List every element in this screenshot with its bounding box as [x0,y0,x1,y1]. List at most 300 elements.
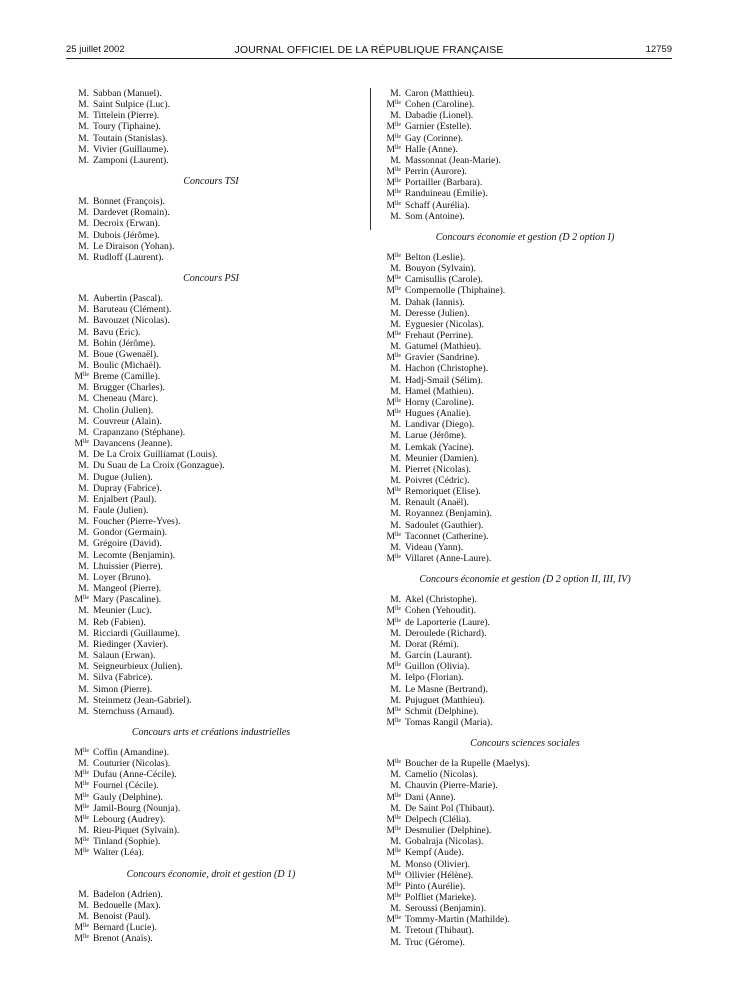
civility: $M^{lle}$ [74,922,89,933]
person-name: Polfliet (Marieke). [405,892,477,903]
list-item [66,472,356,483]
list-item [66,933,356,944]
list-item [378,211,672,222]
civility: M. [78,196,89,208]
list-item [66,803,356,814]
list-item [378,814,672,825]
list-item [378,319,672,330]
civility: M. [390,110,401,122]
civility: M. [78,899,89,911]
list-item [66,338,356,349]
person-name: Decroix (Erwan). [93,218,161,230]
person-name: Dupray (Fabrice). [93,482,162,494]
civility: M. [78,627,89,639]
list-item [66,550,356,561]
civility: $M^{lle}$ [386,486,401,498]
list-item [378,263,672,274]
list-item [378,99,672,110]
person-name: Lemkak (Yacine). [405,441,474,453]
list-item [378,88,672,99]
right-column [378,88,672,948]
person-name: Mangeol (Pierre). [93,583,162,595]
person-name: Couvreur (Alain). [93,415,162,427]
civility: M. [78,326,89,338]
civility: M. [390,694,401,706]
person-name: Belton (Leslie). [405,251,466,263]
civility: M. [390,419,401,431]
person-name: Hamel (Mathieu). [405,385,474,397]
list-item [66,583,356,594]
list-item [378,847,672,858]
list-item [66,196,356,207]
person-name: Toury (Tiphaine). [93,121,161,133]
list-item [66,144,356,155]
person-name: Riedinger (Xavier). [93,638,169,650]
civility: M. [78,460,89,472]
civility: M. [78,571,89,583]
person-name: Faule (Julien). [93,505,149,516]
civility: $M^{lle}$ [386,716,401,728]
civility: $M^{lle}$ [386,758,401,770]
person-name: Larue (Jérôme). [405,430,467,442]
list-item [378,297,672,308]
civility: M. [78,304,89,316]
civility: M. [78,605,89,617]
person-name: Mary (Pascaline). [93,594,162,606]
list-item [66,684,356,695]
person-name: Horny (Caroline). [405,396,474,408]
list-item [66,155,356,166]
civility: M. [390,638,401,650]
person-name: Lecomte (Benjamin). [93,549,176,561]
person-name: Sternchuss (Arnaud). [93,705,175,717]
person-name: Poivret (Cédric). [405,475,470,486]
person-name: Tinland (Sophie). [93,836,161,848]
list-item [378,780,672,791]
person-name: Massonnat (Jean-Marie). [405,154,501,166]
civility: M. [78,154,89,166]
list-item [378,177,672,188]
civility: $M^{lle}$ [386,616,401,628]
civility: M. [390,497,401,509]
person-name: Bedouelle (Max). [93,899,161,911]
person-name: Kempf (Aude). [405,847,464,859]
civility: M. [78,88,89,99]
person-name: Saint Sulpice (Luc). [93,99,170,111]
civility: M. [78,110,89,122]
list-item [66,315,356,326]
list-item [66,758,356,769]
list-item [378,803,672,814]
civility: M. [78,910,89,922]
person-name: Vivier (Guillaume). [93,143,169,155]
page-number: 12759 [645,44,672,55]
person-name: Garcin (Laurant). [405,650,473,662]
civility: $M^{lle}$ [386,408,401,420]
civility: $M^{lle}$ [386,329,401,341]
civility: M. [390,672,401,684]
section-title: Concours arts et créations industrielles [131,726,291,738]
list-item [66,672,356,683]
list-item [378,464,672,475]
list-item [378,419,672,430]
list-item [66,572,356,583]
civility: M. [390,296,401,308]
civility: M. [78,393,89,405]
civility: M. [78,348,89,360]
civility: M. [390,363,401,375]
person-name: Halle (Anne). [405,143,458,155]
person-name: Salaun (Erwan). [93,650,156,662]
person-name: Taconnet (Catherine). [405,530,489,542]
civility: $M^{lle}$ [386,166,401,178]
list-item [66,695,356,706]
person-name: Dani (Anne). [405,791,456,803]
list-item [66,780,356,791]
person-name: Bernard (Lucie). [93,922,157,933]
list-item [66,438,356,449]
list-item [66,594,356,605]
civility: M. [78,516,89,528]
list-item [378,330,672,341]
person-name: Reb (Fabien). [93,616,146,628]
person-name: Pujuguet (Matthieu). [405,694,485,706]
person-name: Schaff (Aurélia). [405,199,470,211]
civility: M. [390,210,401,222]
list-item [378,308,672,319]
person-name: Gatumel (Mathieu). [405,341,482,353]
list-item [378,520,672,531]
person-name: Deroulede (Richard). [405,627,487,639]
list-item [378,553,672,564]
person-name: Hachon (Christophe). [405,363,489,375]
list-item [66,747,356,758]
section-title: Concours PSI [183,273,239,285]
civility: M. [78,527,89,539]
civility: $M^{lle}$ [386,132,401,144]
civility: $M^{lle}$ [74,371,89,383]
list-item [66,207,356,218]
civility: $M^{lle}$ [386,705,401,717]
civility: M. [390,318,401,330]
list-item [66,218,356,229]
civility: $M^{lle}$ [386,530,401,542]
civility: $M^{lle}$ [74,594,89,606]
list-item [378,881,672,892]
civility: M. [78,661,89,673]
list-item [66,230,356,241]
civility: M. [78,683,89,695]
person-name: Enjalbert (Paul). [93,493,157,505]
person-name: Steinmetz (Jean-Gabriel). [93,694,192,706]
person-name: Gauly (Delphine). [93,791,163,803]
list-item [378,155,672,166]
person-name: Sabban (Manuel). [93,88,162,99]
person-name: Lhuissier (Pierre). [93,560,163,572]
list-item [66,241,356,252]
civility: $M^{lle}$ [386,791,401,803]
list-item [378,252,672,263]
civility: M. [390,836,401,848]
civility: M. [78,382,89,394]
list-item [66,99,356,110]
person-name: Meunier (Luc). [93,605,152,617]
person-name: Deresse (Julien). [405,307,470,319]
civility: M. [390,441,401,453]
person-name: Tomas Rangil (Maria). [405,716,493,728]
list-item [378,341,672,352]
civility: M. [78,218,89,230]
list-item [378,925,672,936]
person-name: Cheneau (Marc). [93,393,158,405]
list-item [378,386,672,397]
section [378,232,672,564]
person-name: Aubertin (Pascal). [93,293,163,305]
list-item [378,628,672,639]
list-item [378,188,672,199]
list-item [66,349,356,360]
person-name: Jamil-Bourg (Nounja). [93,802,181,814]
civility: M. [78,560,89,572]
person-name: Randuineau (Emilie). [405,188,488,200]
person-name: Bouyon (Sylvain). [405,263,476,275]
civility: M. [390,541,401,553]
civility: $M^{lle}$ [386,825,401,837]
person-name: Badelon (Adrien). [93,888,163,900]
list-item [66,460,356,471]
civility: $M^{lle}$ [386,177,401,189]
list-item [66,110,356,121]
civility: M. [390,452,401,464]
list-item [378,352,672,363]
list-item [66,639,356,650]
civility: M. [78,471,89,483]
person-name: Foucher (Pierre-Yves). [93,516,181,528]
civility: M. [78,825,89,837]
civility: M. [78,888,89,900]
person-name: Zamponi (Laurent). [93,154,169,166]
person-name: Schmit (Delphine). [405,705,479,717]
person-name: Simon (Pierre). [93,683,153,695]
civility: $M^{lle}$ [386,869,401,881]
list-item [378,870,672,881]
person-name: Rudloff (Laurent). [93,251,164,263]
civility: M. [78,449,89,461]
civility: M. [390,263,401,275]
list-item [66,650,356,661]
civility: M. [390,594,401,606]
person-name: Compernolle (Thiphaine). [405,285,506,297]
civility: M. [390,463,401,475]
civility: $M^{lle}$ [386,143,401,155]
person-name: Ollivier (Hélène). [405,869,474,881]
list-item [378,758,672,769]
person-name: Frehaut (Perrine). [405,329,474,341]
person-name: Dubois (Jérôme). [93,229,160,241]
person-name: Ielpo (Florian). [405,672,464,684]
person-name: Tittelein (Pierre). [93,110,160,122]
list-item [66,605,356,616]
person-name: Cholin (Julien). [93,404,154,416]
civility: M. [78,240,89,252]
civility: M. [78,705,89,717]
section [378,88,672,222]
section [66,88,356,166]
civility: $M^{lle}$ [386,285,401,297]
person-name: Gobalraja (Nicolas). [405,836,484,848]
list-item [66,900,356,911]
list-item [66,825,356,836]
person-name: Bavu (Eric). [93,326,141,338]
list-item [378,605,672,616]
person-name: Guillon (Olivia). [405,661,470,673]
list-item [66,516,356,527]
person-name: Toutain (Stanislas). [93,132,168,144]
list-item [66,814,356,825]
person-name: Videau (Yann). [405,541,464,553]
list-item [378,274,672,285]
civility: $M^{lle}$ [386,914,401,926]
list-item [378,363,672,374]
person-name: Grégoire (David). [93,538,162,550]
list-item [378,639,672,650]
civility: M. [78,229,89,241]
person-name: Dabadie (Lionel). [405,110,474,122]
list-item [378,453,672,464]
person-name: Davancens (Jeanne). [93,438,173,450]
civility: M. [390,88,401,99]
civility: $M^{lle}$ [74,933,89,945]
list-item [66,88,356,99]
person-name: Truc (Gérome). [405,936,465,948]
list-item [66,382,356,393]
person-name: Bavouzet (Nicolas). [93,315,170,327]
civility: M. [78,315,89,327]
civility: M. [78,337,89,349]
civility: M. [390,802,401,814]
civility: $M^{lle}$ [74,780,89,792]
civility: M. [78,694,89,706]
list-item [66,304,356,315]
section-title: Concours sciences sociales [470,738,580,750]
list-item [378,914,672,925]
person-name: Caron (Matthieu). [405,88,475,99]
person-name: Meunier (Damien). [405,452,480,464]
list-item [378,617,672,628]
civility: $M^{lle}$ [386,813,401,825]
list-item [378,133,672,144]
person-name: Le Masne (Bertrand). [405,683,488,695]
person-name: Monso (Olivier). [405,858,471,870]
person-name: Portailler (Barbara). [405,177,483,189]
publication-date: 25 juillet 2002 [66,44,125,55]
list-item [66,792,356,803]
person-name: Dugue (Julien). [93,471,153,483]
civility: $M^{lle}$ [386,199,401,211]
list-item [66,769,356,780]
civility: $M^{lle}$ [386,274,401,286]
civility: M. [78,251,89,263]
list-item [66,293,356,304]
person-name: Boue (Gwenaël). [93,348,159,360]
civility: $M^{lle}$ [386,352,401,364]
person-name: Dufau (Anne-Cécile). [93,769,177,781]
list-item [66,449,356,460]
list-item [378,706,672,717]
list-item [66,527,356,538]
list-item [378,594,672,605]
list-item [378,825,672,836]
person-name: Seroussi (Benjamin). [405,903,487,915]
person-name: De Saint Pol (Thibaut). [405,802,495,814]
list-item [66,133,356,144]
civility: M. [78,404,89,416]
list-item [378,397,672,408]
civility: M. [78,99,89,111]
civility: M. [78,132,89,144]
list-item [66,706,356,717]
civility: M. [78,293,89,305]
civility: $M^{lle}$ [386,396,401,408]
civility: M. [78,672,89,684]
person-name: Dahak (Iannis). [405,296,465,308]
list-item [378,836,672,847]
person-name: Benoist (Paul). [93,910,151,922]
list-item [66,427,356,438]
list-item [66,617,356,628]
person-name: Gay (Corinne). [405,132,464,144]
person-name: Cohen (Caroline). [405,99,475,111]
list-item [378,661,672,672]
list-item [66,836,356,847]
civility: $M^{lle}$ [386,892,401,903]
person-name: Delpech (Clélia). [405,813,472,825]
person-name: Silva (Fabrice). [93,672,153,684]
civility: M. [390,780,401,792]
person-name: Desmulier (Delphine). [405,825,492,837]
civility: M. [390,519,401,531]
section-title: Concours économie et gestion (D 2 option II, III, IV) [419,574,631,586]
civility: M. [390,769,401,781]
person-name: Breme (Camille). [93,371,161,383]
person-name: Hugues (Analie). [405,408,472,420]
person-name: Renault (Anaël). [405,497,469,509]
column-divider [370,88,371,230]
civility: M. [78,493,89,505]
list-item [66,505,356,516]
civility: $M^{lle}$ [386,188,401,200]
list-item [378,792,672,803]
person-name: Du Suau de La Croix (Gonzague). [93,460,225,472]
list-item [378,859,672,870]
list-item [378,110,672,121]
list-item [378,937,672,948]
person-name: Crapanzano (Stéphane). [93,426,186,438]
person-name: Tommy-Martin (Mathilde). [405,914,510,926]
list-item [66,911,356,922]
list-item [66,628,356,639]
left-column [66,88,356,944]
person-name: Ricciardi (Guillaume). [93,627,180,639]
list-item [66,360,356,371]
civility: M. [78,549,89,561]
civility: M. [390,341,401,353]
civility: $M^{lle}$ [74,802,89,814]
list-item [378,285,672,296]
civility: M. [390,925,401,937]
person-name: Landivar (Diego). [405,419,475,431]
person-name: Pierret (Nicolas). [405,463,472,475]
